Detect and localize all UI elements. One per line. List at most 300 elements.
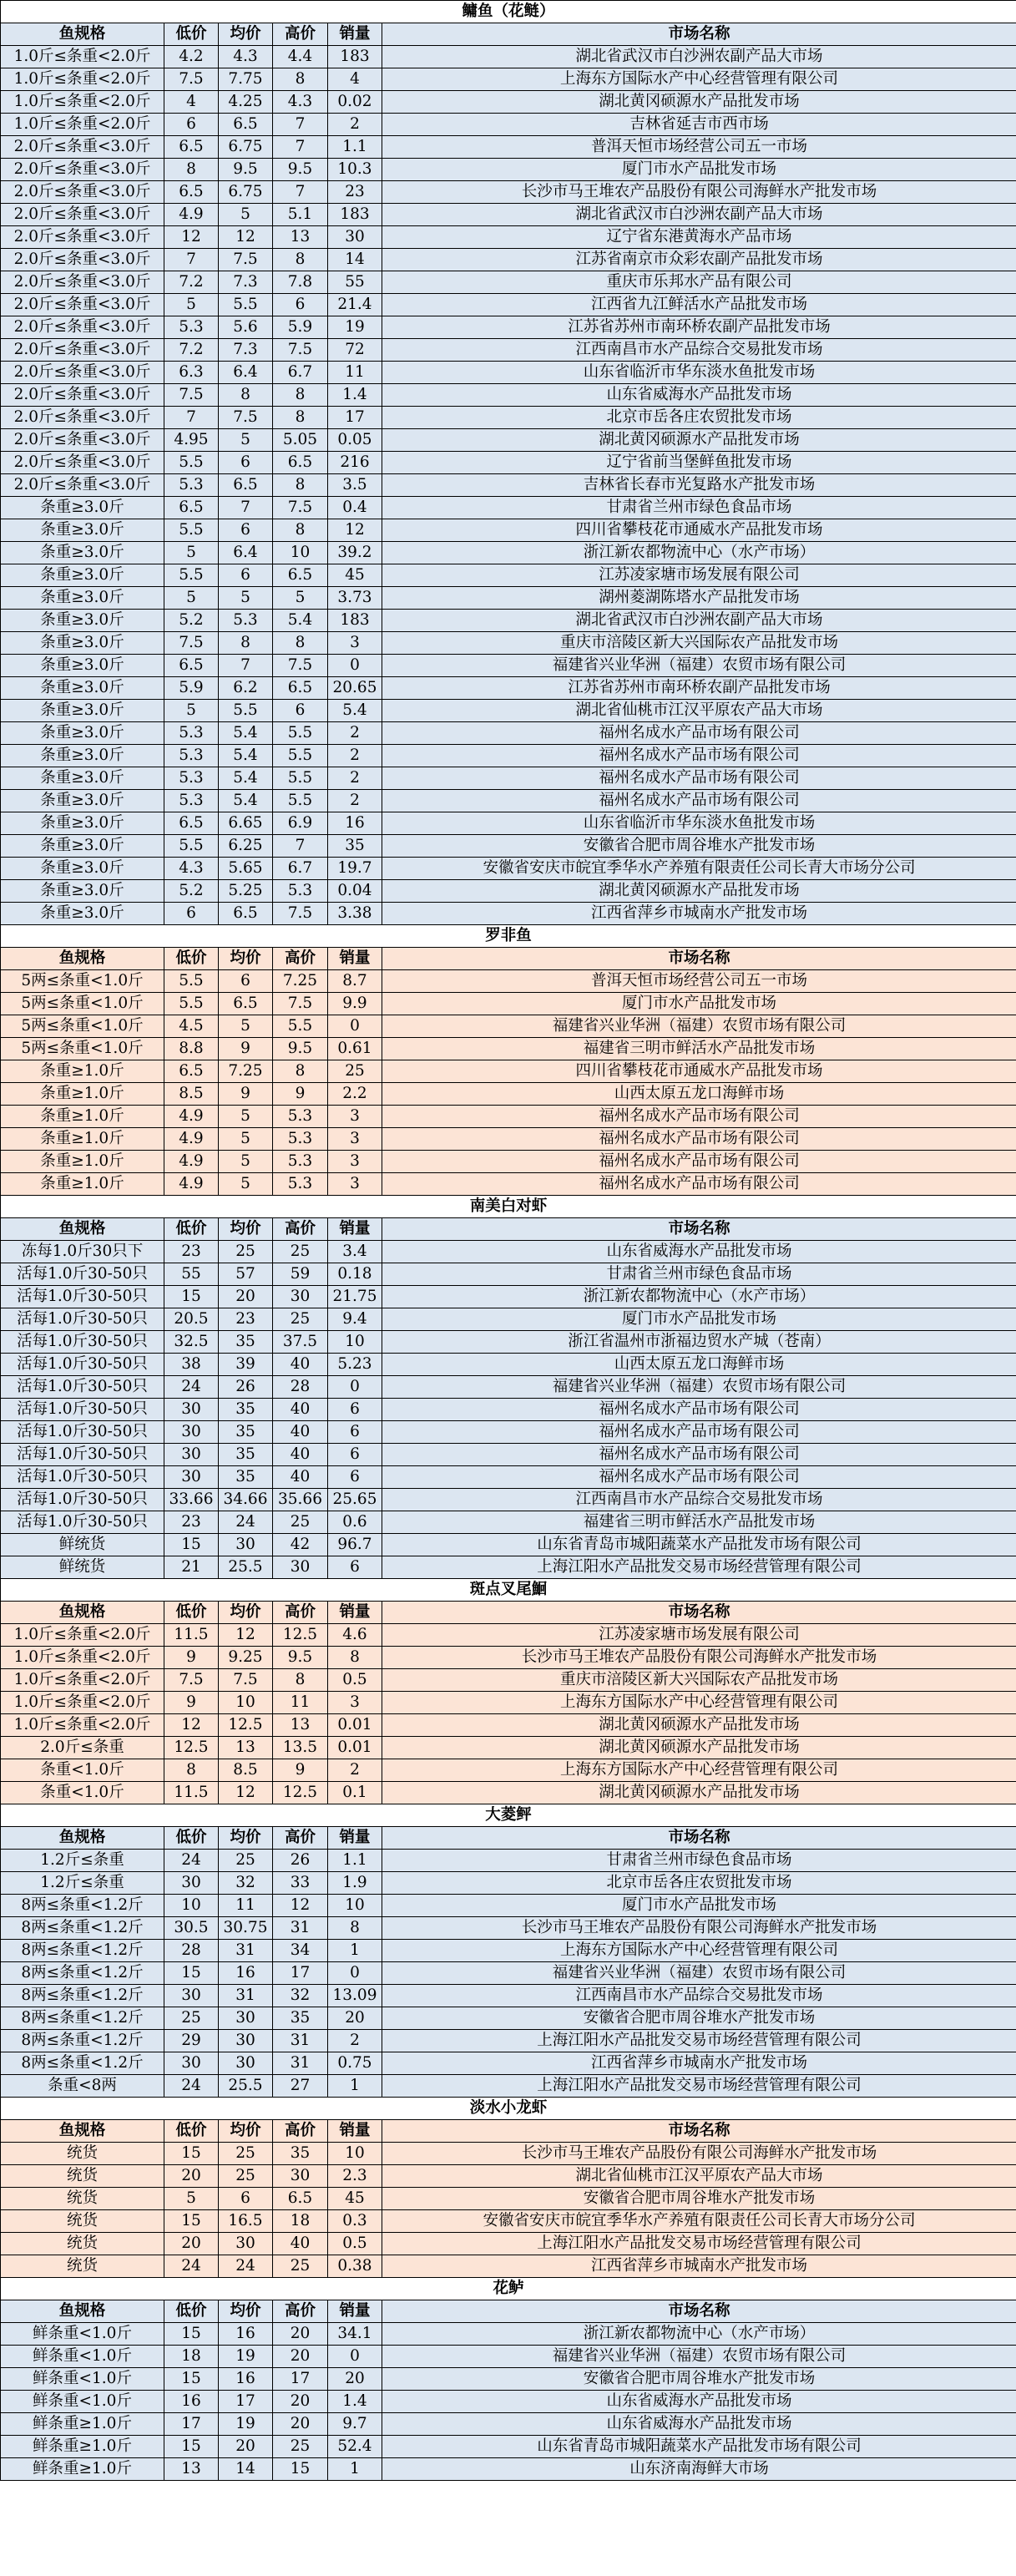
table-cell: 5.3: [164, 474, 219, 497]
table-cell: 7.75: [219, 68, 273, 91]
column-header: 鱼规格: [1, 2300, 164, 2323]
table-cell: 9: [164, 1692, 219, 1714]
table-cell: 4: [328, 68, 382, 91]
table-cell: 5.5: [164, 993, 219, 1015]
table-row: [1, 2255, 1016, 2278]
table-cell: 6.25: [219, 835, 273, 858]
table-cell: 9.5: [273, 1038, 328, 1060]
table-cell: 0.6: [328, 1511, 382, 1534]
table-row: [1, 384, 1016, 407]
table-row: [1, 993, 1016, 1015]
table-cell: 0.02: [328, 91, 382, 114]
market-name-cell: 山东省威海水产品批发市场: [382, 2391, 1016, 2413]
table-cell: 8两≤条重<1.2斤: [1, 2007, 164, 2030]
table-cell: 10: [273, 542, 328, 564]
table-cell: 3: [328, 1128, 382, 1151]
column-header: 均价: [219, 2300, 273, 2323]
market-name-cell: 上海东方国际水产中心经营管理有限公司: [382, 1940, 1016, 1962]
table-cell: 7.5: [164, 1669, 219, 1692]
market-name-cell: 厦门市水产品批发市场: [382, 1308, 1016, 1331]
column-header-row: [1, 23, 1016, 46]
table-cell: 5: [164, 542, 219, 564]
table-cell: 28: [273, 1376, 328, 1399]
table-row: [1, 1962, 1016, 1985]
table-cell: 24: [219, 1511, 273, 1534]
table-row: [1, 655, 1016, 677]
table-cell: 2.0斤≤条重<3.0斤: [1, 226, 164, 249]
table-cell: 条重≥3.0斤: [1, 564, 164, 587]
table-cell: 5.5: [273, 722, 328, 745]
table-cell: 5: [219, 1173, 273, 1196]
table-cell: 6.5: [273, 677, 328, 700]
market-name-cell: 湖北黄冈硕源水产品批发市场: [382, 91, 1016, 114]
table-cell: 5.23: [328, 1354, 382, 1376]
table-cell: 31: [219, 1940, 273, 1962]
table-cell: 32: [219, 1872, 273, 1895]
section-title-row: [1, 925, 1016, 948]
table-row: [1, 249, 1016, 271]
table-cell: 31: [273, 2052, 328, 2075]
table-cell: 16: [219, 1962, 273, 1985]
table-cell: 2.0斤≤条重<3.0斤: [1, 474, 164, 497]
table-cell: 条重≥3.0斤: [1, 835, 164, 858]
table-row: [1, 1872, 1016, 1895]
table-row: [1, 1917, 1016, 1940]
table-cell: 1.1: [328, 1850, 382, 1872]
market-name-cell: 江苏凌家塘市场发展有限公司: [382, 564, 1016, 587]
market-name-cell: 四川省攀枝花市通威水产品批发市场: [382, 519, 1016, 542]
table-cell: 2: [328, 1759, 382, 1782]
table-cell: 35.66: [273, 1489, 328, 1511]
table-cell: 活每1.0斤30-50只: [1, 1466, 164, 1489]
table-cell: 条重≥3.0斤: [1, 677, 164, 700]
table-cell: 4.95: [164, 429, 219, 452]
table-row: [1, 542, 1016, 564]
market-name-cell: 江苏省苏州市南环桥农副产品批发市场: [382, 677, 1016, 700]
table-cell: 16: [328, 812, 382, 835]
table-cell: 20.65: [328, 677, 382, 700]
table-row: [1, 1286, 1016, 1308]
column-header-row: [1, 2120, 1016, 2143]
table-cell: 条重≥3.0斤: [1, 587, 164, 610]
table-row: [1, 1060, 1016, 1083]
market-name-cell: 福建省兴业华洲（福建）农贸市场有限公司: [382, 655, 1016, 677]
table-cell: 96.7: [328, 1534, 382, 1556]
table-cell: 5两≤条重<1.0斤: [1, 1038, 164, 1060]
table-cell: 2: [328, 114, 382, 136]
table-cell: 1.0斤≤条重<2.0斤: [1, 1692, 164, 1714]
table-row: [1, 1263, 1016, 1286]
table-cell: 33.66: [164, 1489, 219, 1511]
table-cell: 条重≥3.0斤: [1, 880, 164, 903]
table-row: [1, 1782, 1016, 1804]
table-row: [1, 1940, 1016, 1962]
table-cell: 6.75: [219, 136, 273, 159]
market-name-cell: 江西省九江鲜活水产品批发市场: [382, 294, 1016, 316]
table-cell: 2.3: [328, 2165, 382, 2188]
table-cell: 5: [219, 429, 273, 452]
table-cell: 0: [328, 1376, 382, 1399]
table-cell: 活每1.0斤30-50只: [1, 1331, 164, 1354]
table-cell: 9.25: [219, 1647, 273, 1669]
table-cell: 12: [219, 1782, 273, 1804]
table-cell: 183: [328, 610, 382, 632]
table-cell: 37.5: [273, 1331, 328, 1354]
table-cell: 9: [219, 1038, 273, 1060]
table-row: [1, 1331, 1016, 1354]
table-cell: 35: [273, 2143, 328, 2165]
table-cell: 活每1.0斤30-50只: [1, 1308, 164, 1331]
market-name-cell: 甘肃省兰州市绿色食品市场: [382, 1263, 1016, 1286]
column-header: 销量: [328, 1218, 382, 1241]
table-row: [1, 1850, 1016, 1872]
table-cell: 20: [273, 2391, 328, 2413]
table-cell: 2.2: [328, 1083, 382, 1106]
column-header: 均价: [219, 1602, 273, 1624]
table-cell: 32.5: [164, 1331, 219, 1354]
column-header: 均价: [219, 948, 273, 970]
table-row: [1, 1444, 1016, 1466]
table-cell: 5.25: [219, 880, 273, 903]
table-cell: 0: [328, 1015, 382, 1038]
market-name-cell: 山东省临沂市华东淡水鱼批发市场: [382, 812, 1016, 835]
table-cell: 0: [328, 2346, 382, 2368]
table-cell: 5.4: [219, 722, 273, 745]
table-cell: 1.2斤≤条重: [1, 1850, 164, 1872]
table-cell: 18: [164, 2346, 219, 2368]
table-cell: 15: [164, 1286, 219, 1308]
table-cell: 5.5: [273, 1015, 328, 1038]
table-cell: 7.5: [164, 68, 219, 91]
table-cell: 34: [273, 1940, 328, 1962]
table-cell: 5.5: [273, 745, 328, 767]
table-row: [1, 1466, 1016, 1489]
table-cell: 7: [164, 249, 219, 271]
table-cell: 7.5: [273, 655, 328, 677]
table-cell: 9.4: [328, 1308, 382, 1331]
table-cell: 条重≥1.0斤: [1, 1106, 164, 1128]
table-cell: 9.5: [273, 1647, 328, 1669]
column-header: 低价: [164, 1827, 219, 1850]
table-cell: 5.3: [164, 316, 219, 339]
table-cell: 6: [328, 1421, 382, 1444]
table-cell: 25: [273, 1511, 328, 1534]
table-row: [1, 2075, 1016, 2098]
table-cell: 25: [219, 2165, 273, 2188]
table-cell: 5: [219, 1151, 273, 1173]
table-cell: 5: [164, 587, 219, 610]
market-name-cell: 福州名成水产品市场有限公司: [382, 745, 1016, 767]
market-name-cell: 江西省萍乡市城南水产批发市场: [382, 2255, 1016, 2278]
table-cell: 35: [219, 1331, 273, 1354]
table-cell: 10.3: [328, 159, 382, 181]
table-cell: 21.4: [328, 294, 382, 316]
table-cell: 1.0斤≤条重<2.0斤: [1, 46, 164, 68]
table-cell: 2.0斤≤条重<3.0斤: [1, 159, 164, 181]
table-cell: 3: [328, 1692, 382, 1714]
table-cell: 20: [273, 2323, 328, 2346]
table-cell: 4.3: [219, 46, 273, 68]
table-cell: 条重≥3.0斤: [1, 497, 164, 519]
market-name-cell: 福州名成水产品市场有限公司: [382, 722, 1016, 745]
table-cell: 0.5: [328, 2233, 382, 2255]
table-cell: 20: [328, 2368, 382, 2391]
table-cell: 6.5: [273, 452, 328, 474]
market-name-cell: 上海东方国际水产中心经营管理有限公司: [382, 1692, 1016, 1714]
table-cell: 条重<8两: [1, 2075, 164, 2098]
table-cell: 25: [273, 2255, 328, 2278]
table-cell: 活每1.0斤30-50只: [1, 1354, 164, 1376]
table-cell: 5.3: [273, 1128, 328, 1151]
table-cell: 6.2: [219, 677, 273, 700]
table-cell: 鲜条重<1.0斤: [1, 2368, 164, 2391]
market-name-cell: 长沙市马王堆农产品股份有限公司海鲜水产批发市场: [382, 181, 1016, 204]
table-row: [1, 903, 1016, 925]
table-cell: 1.0斤≤条重<2.0斤: [1, 1647, 164, 1669]
table-cell: 活每1.0斤30-50只: [1, 1286, 164, 1308]
market-name-cell: 湖北黄冈硕源水产品批发市场: [382, 1737, 1016, 1759]
table-row: [1, 1038, 1016, 1060]
table-cell: 5.4: [273, 610, 328, 632]
table-cell: 0.4: [328, 497, 382, 519]
table-cell: 4.2: [164, 46, 219, 68]
market-name-cell: 四川省攀枝花市通威水产品批发市场: [382, 1060, 1016, 1083]
column-header: 高价: [273, 2300, 328, 2323]
table-cell: 9: [273, 1083, 328, 1106]
column-header: 鱼规格: [1, 948, 164, 970]
table-cell: 13: [219, 1737, 273, 1759]
table-cell: 2.0斤≤条重: [1, 1737, 164, 1759]
table-cell: 鲜条重≥1.0斤: [1, 2458, 164, 2481]
table-cell: 7.2: [164, 339, 219, 362]
table-cell: 45: [328, 564, 382, 587]
table-cell: 7.5: [164, 384, 219, 407]
table-cell: 5: [219, 1106, 273, 1128]
table-row: [1, 858, 1016, 880]
table-cell: 6: [219, 519, 273, 542]
table-cell: 6.5: [273, 2188, 328, 2210]
table-cell: 24: [219, 2255, 273, 2278]
table-cell: 6.3: [164, 362, 219, 384]
table-cell: 15: [164, 2368, 219, 2391]
table-row: [1, 2143, 1016, 2165]
market-name-cell: 湖北省仙桃市江汉平原农产品大市场: [382, 2165, 1016, 2188]
table-cell: 条重<1.0斤: [1, 1782, 164, 1804]
table-cell: 7.5: [219, 1669, 273, 1692]
table-cell: 30: [164, 1872, 219, 1895]
table-row: [1, 519, 1016, 542]
table-cell: 6.4: [219, 542, 273, 564]
section-title: 南美白对虾: [1, 1196, 1016, 1218]
column-header: 均价: [219, 1218, 273, 1241]
column-header: 市场名称: [382, 2120, 1016, 2143]
table-cell: 20: [219, 1286, 273, 1308]
table-cell: 1: [328, 2075, 382, 2098]
table-cell: 0.75: [328, 2052, 382, 2075]
table-cell: 12: [164, 1714, 219, 1737]
table-cell: 活每1.0斤30-50只: [1, 1444, 164, 1466]
market-name-cell: 上海江阳水产品批发交易市场经营管理有限公司: [382, 2233, 1016, 2255]
table-cell: 5.5: [164, 452, 219, 474]
table-cell: 57: [219, 1263, 273, 1286]
table-cell: 8两≤条重<1.2斤: [1, 2052, 164, 2075]
table-row: [1, 2458, 1016, 2481]
section-title: 罗非鱼: [1, 925, 1016, 948]
table-row: [1, 700, 1016, 722]
column-header: 鱼规格: [1, 1218, 164, 1241]
table-cell: 17: [273, 1962, 328, 1985]
table-cell: 6.5: [219, 474, 273, 497]
section-title-row: [1, 1, 1016, 23]
column-header: 鱼规格: [1, 1602, 164, 1624]
table-cell: 20: [164, 2165, 219, 2188]
table-row: [1, 1421, 1016, 1444]
table-cell: 2: [328, 767, 382, 790]
table-cell: 1.0斤≤条重<2.0斤: [1, 1624, 164, 1647]
market-name-cell: 福州名成水产品市场有限公司: [382, 1128, 1016, 1151]
table-cell: 30: [164, 1466, 219, 1489]
table-cell: 统货: [1, 2188, 164, 2210]
table-row: [1, 2188, 1016, 2210]
table-cell: 11.5: [164, 1782, 219, 1804]
table-cell: 20: [219, 2436, 273, 2458]
table-cell: 13.09: [328, 1985, 382, 2007]
table-cell: 4.9: [164, 1106, 219, 1128]
table-row: [1, 2007, 1016, 2030]
table-cell: 13.5: [273, 1737, 328, 1759]
column-header: 均价: [219, 23, 273, 46]
table-row: [1, 1399, 1016, 1421]
market-name-cell: 甘肃省兰州市绿色食品市场: [382, 497, 1016, 519]
market-name-cell: 福州名成水产品市场有限公司: [382, 790, 1016, 812]
table-cell: 12: [219, 1624, 273, 1647]
market-name-cell: 江西省萍乡市城南水产批发市场: [382, 903, 1016, 925]
market-name-cell: 北京市岳各庄农贸批发市场: [382, 1872, 1016, 1895]
market-name-cell: 福建省兴业华洲（福建）农贸市场有限公司: [382, 1015, 1016, 1038]
table-cell: 冻每1.0斤30只下: [1, 1241, 164, 1263]
table-cell: 6: [219, 970, 273, 993]
table-cell: 5.3: [219, 610, 273, 632]
table-cell: 12.5: [273, 1624, 328, 1647]
table-cell: 30: [273, 2165, 328, 2188]
table-cell: 6.5: [219, 993, 273, 1015]
table-cell: 5: [219, 204, 273, 226]
table-cell: 24: [164, 1376, 219, 1399]
market-name-cell: 厦门市水产品批发市场: [382, 159, 1016, 181]
table-cell: 6.4: [219, 362, 273, 384]
table-cell: 3: [328, 632, 382, 655]
table-cell: 24: [164, 1850, 219, 1872]
table-cell: 25: [164, 2007, 219, 2030]
table-cell: 19.7: [328, 858, 382, 880]
market-name-cell: 湖北黄冈硕源水产品批发市场: [382, 1714, 1016, 1737]
table-cell: 9.7: [328, 2413, 382, 2436]
table-cell: 鲜条重≥1.0斤: [1, 2436, 164, 2458]
table-row: [1, 452, 1016, 474]
table-cell: 条重≥1.0斤: [1, 1128, 164, 1151]
table-cell: 8: [328, 1647, 382, 1669]
table-cell: 1: [328, 2458, 382, 2481]
table-cell: 5.4: [219, 767, 273, 790]
table-cell: 5: [164, 700, 219, 722]
section-title-row: [1, 1804, 1016, 1827]
table-row: [1, 339, 1016, 362]
table-cell: 25: [219, 1850, 273, 1872]
table-cell: 15: [164, 1962, 219, 1985]
table-cell: 8: [273, 474, 328, 497]
table-row: [1, 204, 1016, 226]
table-cell: 0.04: [328, 880, 382, 903]
table-cell: 15: [164, 2323, 219, 2346]
column-header: 鱼规格: [1, 2120, 164, 2143]
table-row: [1, 2413, 1016, 2436]
table-cell: 12: [273, 1895, 328, 1917]
table-cell: 8: [273, 1060, 328, 1083]
table-cell: 7: [219, 655, 273, 677]
table-cell: 30: [273, 1286, 328, 1308]
table-cell: 8: [328, 1917, 382, 1940]
column-header: 低价: [164, 2120, 219, 2143]
table-cell: 2.0斤≤条重<3.0斤: [1, 294, 164, 316]
column-header: 销量: [328, 23, 382, 46]
table-cell: 35: [328, 835, 382, 858]
table-row: [1, 1759, 1016, 1782]
column-header: 高价: [273, 948, 328, 970]
table-cell: 2: [328, 722, 382, 745]
table-cell: 9.5: [219, 159, 273, 181]
table-cell: 7: [273, 136, 328, 159]
table-row: [1, 1128, 1016, 1151]
table-cell: 7.3: [219, 271, 273, 294]
column-header-row: [1, 948, 1016, 970]
table-cell: 8两≤条重<1.2斤: [1, 1940, 164, 1962]
table-row: [1, 1241, 1016, 1263]
table-cell: 15: [164, 2436, 219, 2458]
table-cell: 8两≤条重<1.2斤: [1, 1985, 164, 2007]
table-cell: 5.5: [164, 970, 219, 993]
table-cell: 3: [328, 1106, 382, 1128]
table-cell: 7.5: [273, 993, 328, 1015]
column-header: 市场名称: [382, 23, 1016, 46]
table-cell: 8: [273, 632, 328, 655]
table-cell: 6.5: [164, 812, 219, 835]
table-cell: 5.9: [273, 316, 328, 339]
table-cell: 5.1: [273, 204, 328, 226]
market-name-cell: 山东省威海水产品批发市场: [382, 2413, 1016, 2436]
table-cell: 15: [164, 1534, 219, 1556]
table-cell: 活每1.0斤30-50只: [1, 1511, 164, 1534]
table-row: [1, 812, 1016, 835]
table-cell: 12.5: [219, 1714, 273, 1737]
column-header: 均价: [219, 2120, 273, 2143]
table-cell: 6: [273, 294, 328, 316]
column-header: 销量: [328, 1827, 382, 1850]
table-cell: 6: [219, 452, 273, 474]
table-row: [1, 1737, 1016, 1759]
table-cell: 12.5: [164, 1737, 219, 1759]
table-cell: 12: [164, 226, 219, 249]
table-cell: 10: [328, 1331, 382, 1354]
table-cell: 30: [164, 1444, 219, 1466]
table-cell: 25: [219, 2143, 273, 2165]
table-cell: 7.2: [164, 271, 219, 294]
table-cell: 8: [273, 68, 328, 91]
table-cell: 8.5: [164, 1083, 219, 1106]
market-name-cell: 浙江新农都物流中心（水产市场）: [382, 2323, 1016, 2346]
table-cell: 5: [164, 294, 219, 316]
table-row: [1, 1173, 1016, 1196]
table-cell: 5.3: [273, 1106, 328, 1128]
